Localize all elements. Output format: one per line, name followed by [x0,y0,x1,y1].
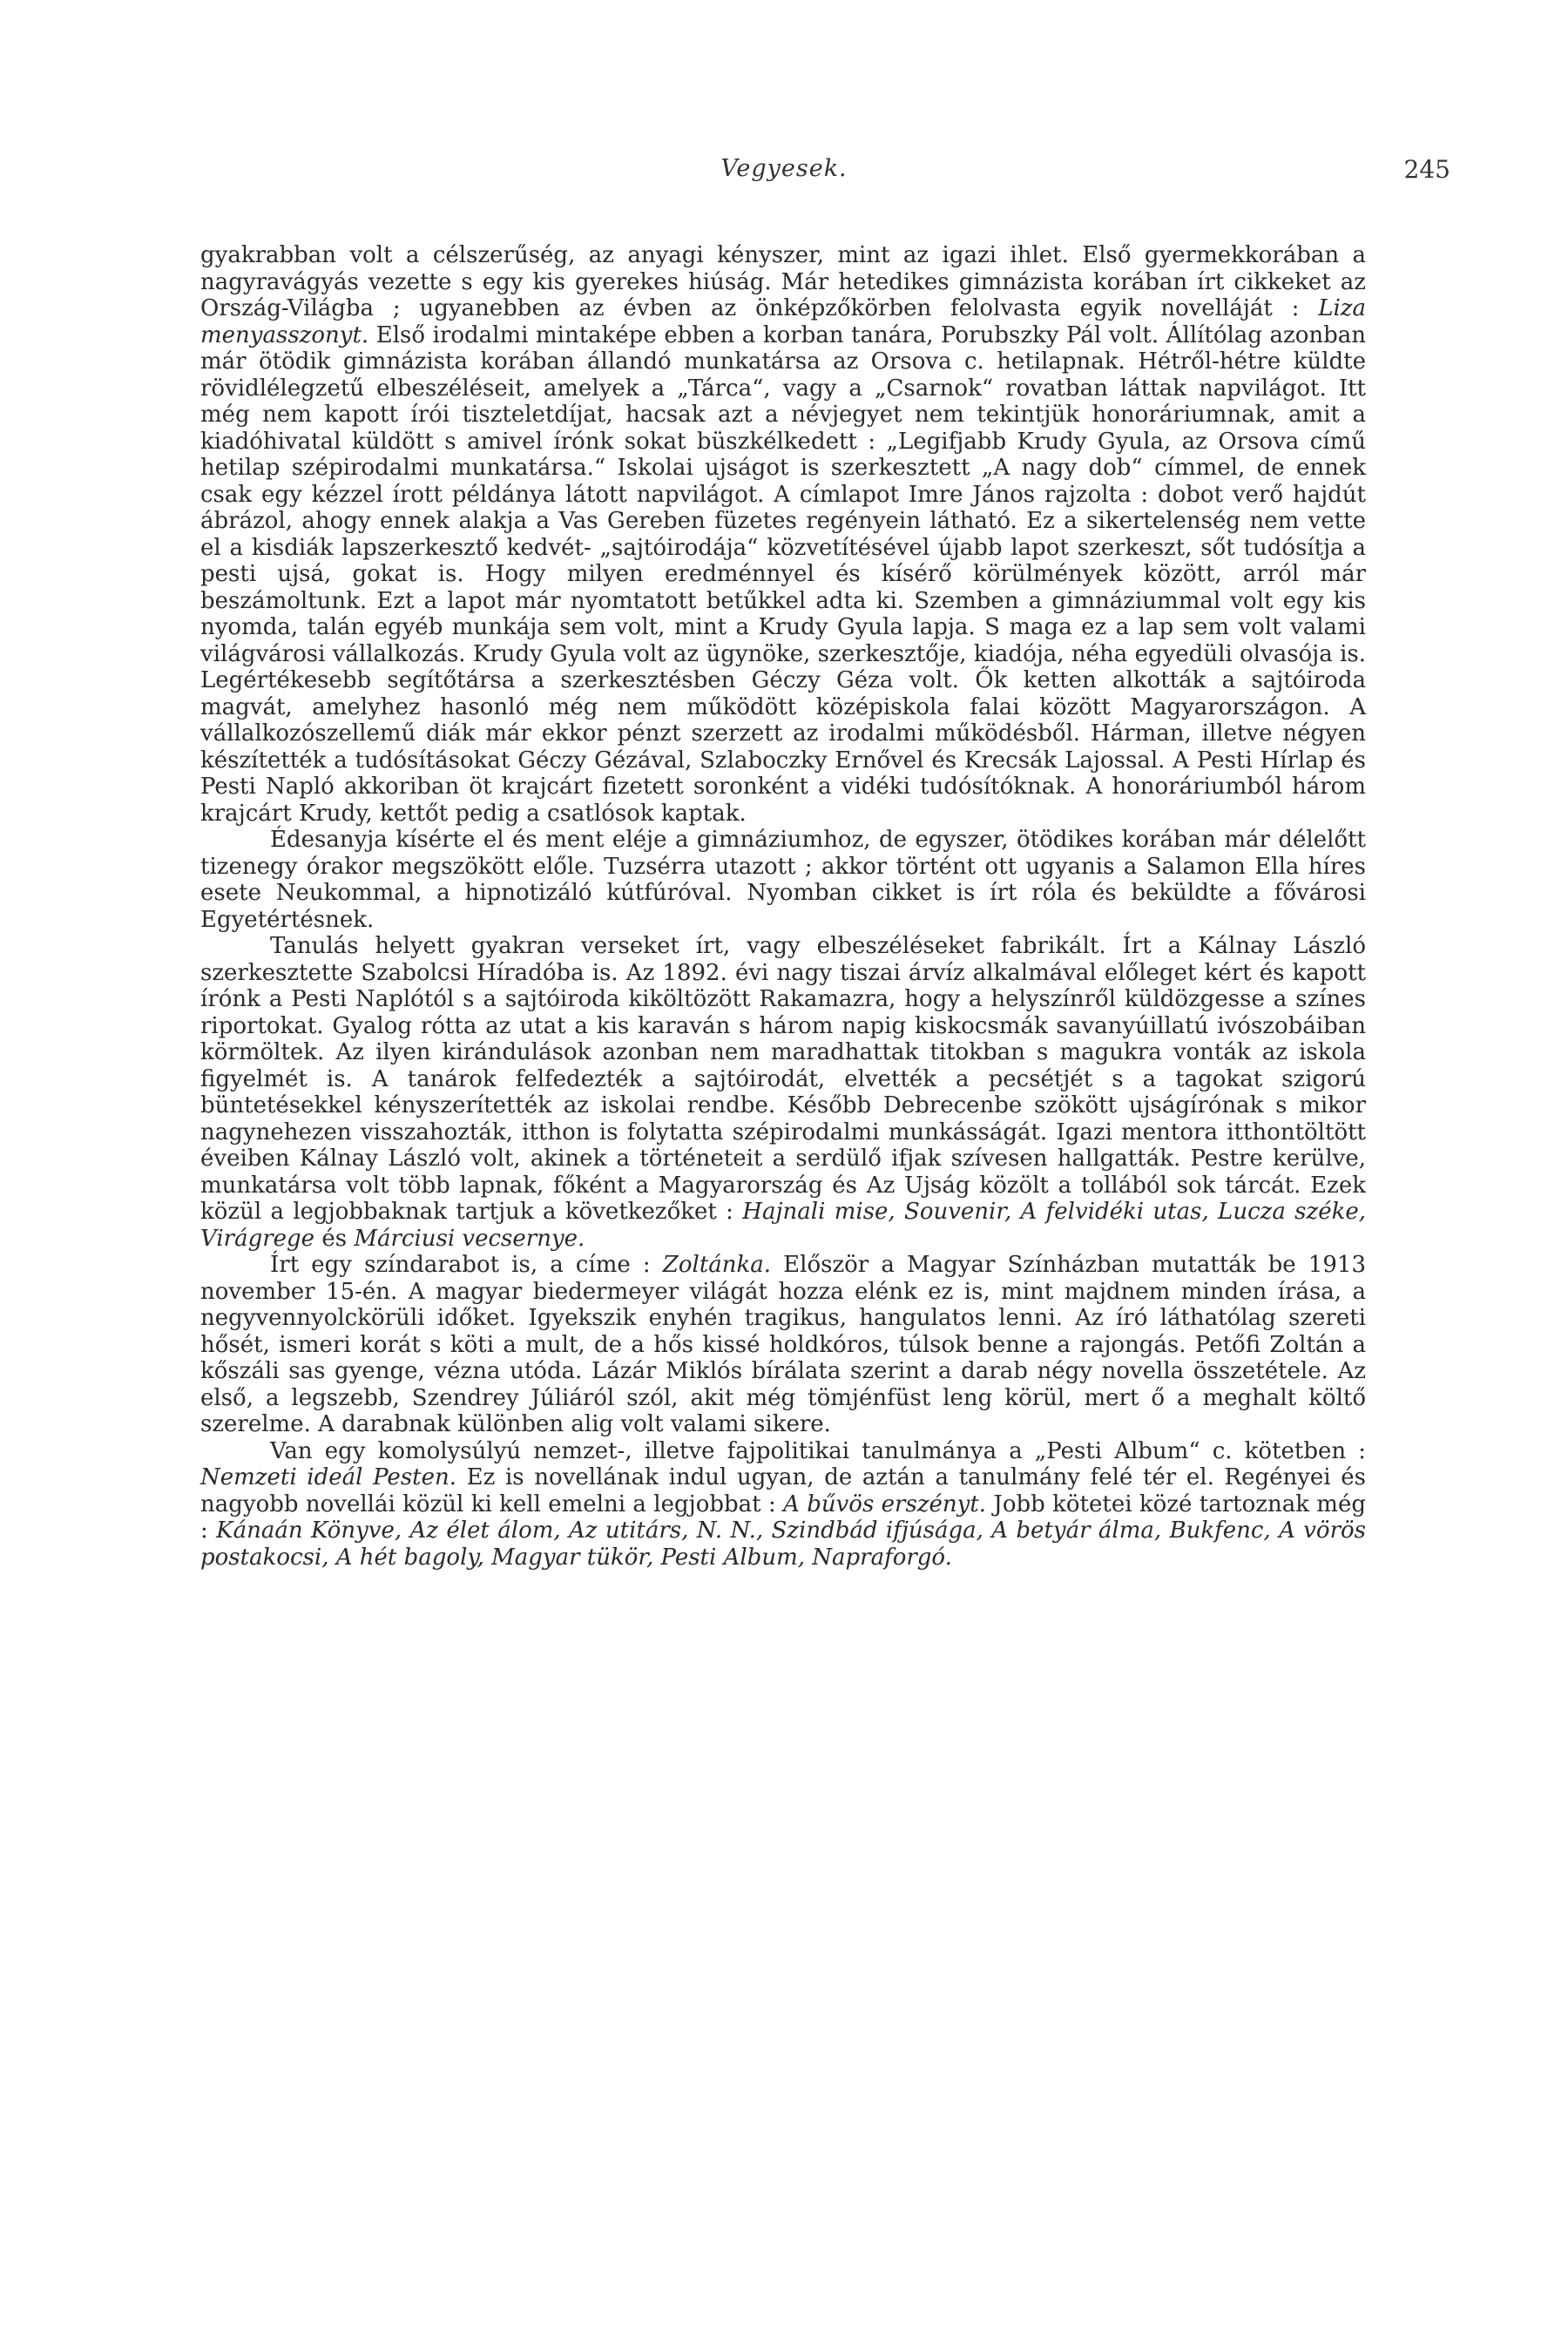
italic-title: Nemzeti ideál Pesten. [200,1464,457,1490]
text-run: Van egy komolysúlyú nemzet-, illetve fajpolitikai tanulmánya a „Pesti Album“ c. kötetben : [270,1437,1366,1464]
italic-title: Márciusi vecsernye. [354,1225,585,1252]
italic-title: Kánaán Könyve, Az élet álom, Az utitárs, N. N., Szindbád ifjúsága, A betyár álma, Bukfenc, A vörös postakocsi, A hét bagoly, Magyar tükör, Pesti Album, Napraforgó. [200,1517,1367,1571]
text-run: Először a Magyar Színházban mutatták be 1913 november 15-én. A magyar biedermeyer világát hozza elénk ez is, mint majdnem minden írása, a negyvennyolckörüli időket. Igyekszik enyhén tragikus, hangulatos lenni. Az író láthatólag szereti hősét, ismeri korát s köti a mult, de a hős kissé holdkóros, túlsok benne a rajongás. Petőfi Zoltán a kőszáli sas gyenge, vézna utóda. Lázár Miklós bírálata szerint a darab négy novella összetétele. Az első, a legszebb, Szendrey Júliáról szól, akit még tömjénfüst leng körül, mert ő a meghalt költő szerelme. A darabnak különben alig volt valami sikere. [200,1252,1366,1437]
text-run: Írt egy színdarabot is, a címe : [270,1252,663,1278]
paragraph [200,1252,1366,1438]
italic-title: Hajnali mise, Souvenir, A felvidéki utas, Lucza széke, Virágrege [200,1199,1366,1252]
italic-title: A bűvös erszényt. [783,1490,987,1517]
text-run: Tanulás helyett gyakran verseket írt, vagy elbeszéléseket fabrikált. Írt a Kálnay László szerkesztette Szabolcsi Híradóba is. Az 1892. évi nagy tiszai árvíz alkalmával előleget kért és kapott írónk a Pesti Naplótól s a sajtóiroda kiköltözött Rakamazra, hogy a helyszínről küldözgesse a színes riportokat. Gyalog rótta az utat a kis karaván s három napig kiskocsmák savanyúillatú ivószobáiban körmöltek. Az ilyen kirándulások azonban nem maradhattak titokban s magukra vonták az iskola figyelmét is. A tanárok felfedezték a sajtóirodát, elvették a pecsétjét s a tagokat szigorú büntetésekkel kényszerítették az iskolai rendbe. Később Debrecenbe szökött ujságírónak s mikor nagynehezen visszahozták, itthon is folytatta szépirodalmi munkásságát. Igazi mentora itthontöltött éveiben Kálnay László volt, akinek a történeteit a serdülő ifjak szívesen hallgatták. Pestre kerülve, munkatársa volt több lapnak, főként a Magyarország és Az Ujság közölt a tollából sok tárcát. Ezek közül a legjobbaknak tartjuk a következőket : [200,933,1366,1225]
text-run: Ez is novellának indul ugyan, de aztán a tanulmány felé tér el. Regényei és nagyobb novellái közül ki kell emelni a legjobbat : [200,1464,1366,1517]
text-run: gyakrabban volt a célszerűség, az anyagi kényszer, mint az igazi ihlet. Első gyermekkorában a nagyravágyás vezette s egy kis gyerekes hiúság. Már hetedikes gimnázista korában írt cikkeket az Ország-Világba ; ugyanebben az évben az önképzőkörben felolvasta egyik novelláját : [200,242,1366,321]
running-title: Vegyesek. [720,155,848,182]
text-run: és [314,1225,355,1252]
running-header [0,155,1568,190]
text-run: Jobb kötetei közé tartoznak még : [200,1490,1366,1544]
text-run: Első irodalmi mintaképe ebben a korban tanára, Porubszky Pál volt. Állítólag azonban már ötödik gimnázista korában állandó munkatársa az Orsova c. hetilapnak. Hétről-hétre küldte rövidlélegzetű elbeszéléseit, amelyek a „Tárca“, vagy a „Csarnok“ rovatban láttak napvilágot. Itt még nem kapott írói tiszteletdíjat, hacsak azt a névjegyet nem tekintjük honoráriumnak, amit a kiadóhivatal küldött s amivel írónk sokat büszkélkedett : „Legifjabb Krudy Gyula, az Orsova című hetilap szépirodalmi munkatársa.“ Iskolai ujságot is szerkesztett „A nagy dob“ címmel, de ennek csak egy kézzel írott példánya látott napvilágot. A címlapot Imre János rajzolta : dobot verő hajdút ábrázol, ahogy ennek alakja a Vas Gereben füzetes regényein látható. Ez a sikertelenség nem vette el a kisdiák lapszerkesztő kedvét- „sajtóirodája“ közvetítésével újabb lapot szerkeszt, sőt tudósítja a pesti ujsá, gokat is. Hogy milyen eredménnyel és kísérő körülmények között, arról már beszámoltunk. Ezt a lapot már nyomtatott betűkkel adta ki. Szemben a gimnáziummal volt egy kis nyomda, talán egyéb munkája sem volt, mint a Krudy Gyula lapja. S maga ez a lap sem volt valami világvárosi vállalkozás. Krudy Gyula volt az ügynöke, szerkesztője, kiadója, néha egyedüli olvasója is. Legértékesebb segítőtársa a szerkesztésben Géczy Géza volt. Ők ketten alkották a sajtóiroda magvát, amelyhez hasonló még nem működött középiskola falai között Magyarországon. A vállalkozószellemű diák már ekkor pénzt szerzett az irodalmi működésből. Hárman, illetve négyen készítették a tudósításokat Géczy Gézával, Szlaboczky Ernővel és Krecsák Lajossal. A Pesti Hírlap és Pesti Napló akkoriban öt krajcárt fizetett soronként a vidéki tudósítóknak. A honoráriumból három krajcárt Krudy, kettőt pedig a csatlósok kaptak. [200,321,1366,827]
page-number: 245 [1403,155,1450,184]
paragraph [200,1438,1366,1571]
body-text [200,242,1366,1571]
paragraph [200,933,1366,1252]
italic-title: Liza menyasszonyt. [200,295,1366,348]
paragraph [200,242,1366,827]
text-run: Édesanyja kísérte el és ment eléje a gimnáziumhoz, de egyszer, ötödikes korában már délelőtt tizenegy órakor megszökött előle. Tuzsérra utazott ; akkor történt ott ugyanis a Salamon Ella híres esete Neukommal, a hipnotizáló kútfúróval. Nyomban cikket is írt róla és beküldte a fővárosi Egyetértésnek. [200,827,1366,933]
paragraph [200,827,1366,933]
italic-title: Zoltánka. [662,1252,772,1278]
